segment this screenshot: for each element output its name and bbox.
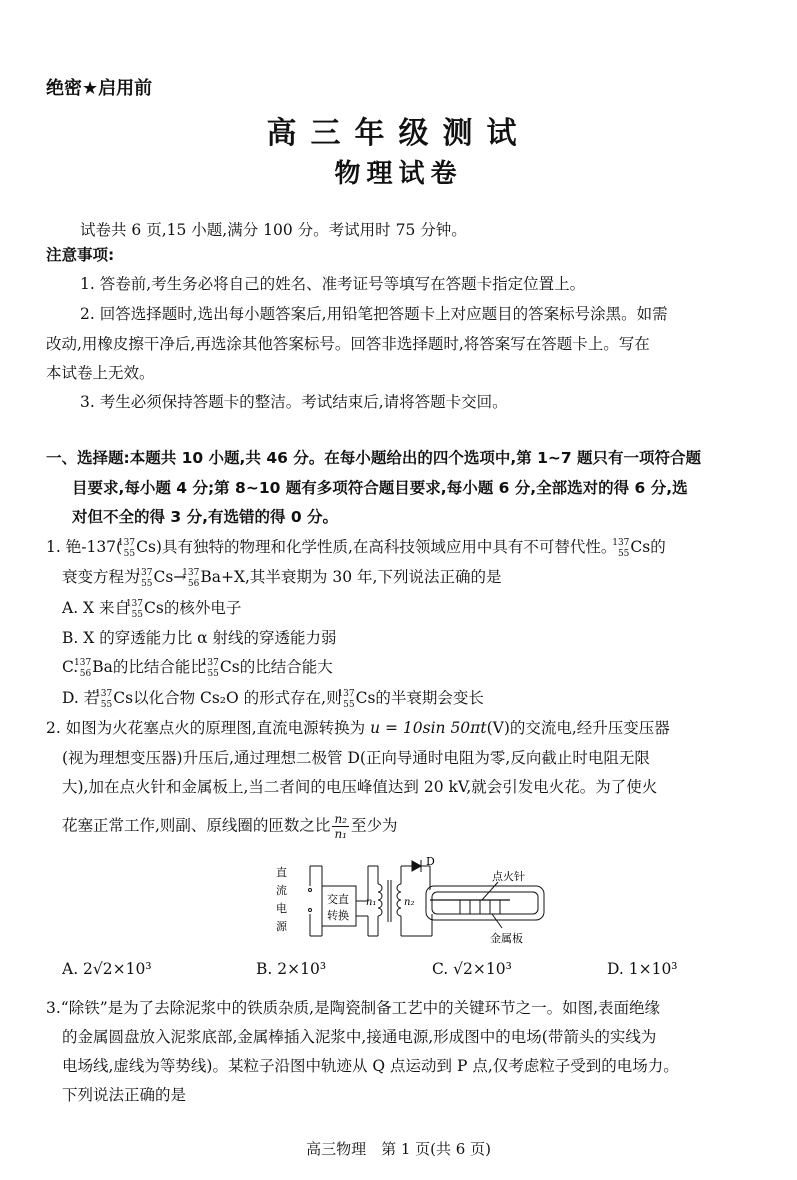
section1-line3: 对但不全的得 3 分,有选错的得 0 分。: [72, 508, 339, 526]
label-n2: n₂: [404, 897, 415, 908]
notice-3: 3. 考生必须保持答题卡的整洁。考试结束后,请将答题卡交回。: [80, 393, 508, 411]
q1-line2: 衰变方程为 137 55 Cs→ 137 56 Ba+X,其半衰期为 30 年,下列说法正确的是: [62, 568, 502, 589]
isotope-cs137: 137 55: [95, 689, 113, 710]
confidential-mark: 绝密★启用前: [46, 78, 153, 99]
svg-text:源: 源: [276, 920, 287, 933]
spark-plug-circuit-diagram: [270, 856, 550, 948]
notice-1: 1. 答卷前,考生务必将自己的姓名、准考证号等填写在答题卡指定位置上。: [80, 275, 586, 293]
q3-line2: 的金属圆盘放入泥浆底部,金属棒插入泥浆中,接通电源,形成图中的电场(带箭头的实线为: [62, 1028, 657, 1046]
label-converter: 交直: [327, 893, 349, 906]
q2-line4: 花塞正常工作,则副、原线圈的匝数之比 $\frac{\text{n₂}}{\text{n₁}}$ 至少为: [62, 812, 398, 841]
label-metal-plate: 金属板: [490, 932, 523, 945]
q2-line1: 2. 如图为火花塞点火的原理图,直流电源转换为 u = 10sin 50πt(V)的交流电,经升压变压器: [46, 719, 670, 737]
q1-text: 1. 铯-137(: [46, 538, 123, 556]
q2-line3: 大),加在点火针和金属板上,当二者间的电压峰值达到 20 kV,就会引发电火花。为了使火: [62, 778, 658, 796]
isotope-cs137: 137 55: [135, 568, 153, 589]
q1-option-b: B. X 的穿透能力比 α 射线的穿透能力弱: [62, 629, 337, 647]
exam-summary: 试卷共 6 页,15 小题,满分 100 分。考试用时 75 分钟。: [80, 221, 467, 239]
q1-option-a: A. X 来自 137 55 Cs的核外电子: [62, 599, 242, 620]
isotope-cs137: 137 55: [337, 689, 355, 710]
q2-line2: (视为理想变压器)升压后,通过理想二极管 D(正向导通时电阻为零,反向截止时电阻无限: [62, 749, 650, 767]
exam-subtitle: 物理试卷: [334, 159, 463, 189]
q2-option-c: C. √2×10³: [432, 960, 512, 978]
notice-title: 注意事项:: [46, 246, 115, 264]
label-needle: 点火针: [492, 870, 525, 883]
isotope-ba137: 137 56: [74, 658, 92, 679]
page-footer: 高三物理 第 1 页(共 6 页): [306, 1140, 491, 1158]
isotope-cs137: 137 55: [125, 599, 144, 620]
notice-2-line1: 2. 回答选择题时,选出每小题答案后,用铅笔把答题卡上对应题目的答案标号涂黑。如需: [80, 305, 668, 323]
q3-line3: 电场线,虚线为等势线)。某粒子沿图中轨迹从 Q 点运动到 P 点,仅考虑粒子受到的电场力。: [62, 1057, 679, 1075]
q2-option-a: A. 2√2×10³: [62, 960, 152, 978]
label-dc-source: 直: [276, 866, 287, 879]
svg-text:流: 流: [276, 884, 287, 897]
q3-line4: 下列说法正确的是: [62, 1086, 187, 1104]
q2-option-d: D. 1×10³: [607, 960, 678, 978]
voltage-formula: u = 10sin 50πt: [370, 719, 487, 737]
isotope-cs137: 137 55: [612, 538, 630, 559]
q1-option-c: C. 137 56 Ba的比结合能比 137 55 Cs的比结合能大: [62, 658, 333, 679]
svg-text:电: 电: [276, 902, 287, 915]
isotope-ba137: 137 56: [182, 568, 200, 589]
exam-title: 高三年级测试: [266, 116, 531, 151]
q1-option-d: D. 若 137 55 Cs以化合物 Cs₂O 的形式存在,则 137 55 Cs的半衰期会变长: [62, 689, 484, 710]
notice-2-line2: 改动,用橡皮擦干净后,再选涂其他答案标号。回答非选择题时,将答案写在答题卡上。写在: [46, 335, 650, 353]
section1-line2: 目要求,每小题 4 分;第 8~10 题有多项符合题目要求,每小题 6 分,全部选对的得 6 分,选: [72, 479, 688, 497]
section1-line1: 一、选择题:本题共 10 小题,共 46 分。在每小题给出的四个选项中,第 1~7 题只有一项符合题: [46, 449, 702, 467]
q2-option-b: B. 2×10³: [256, 960, 327, 978]
label-diode: D: [426, 856, 435, 868]
q3-line1: 3.“除铁”是为了去除泥浆中的铁质杂质,是陶瓷制备工艺中的关键环节之一。如图,表面绝缘: [46, 999, 660, 1017]
turns-ratio: $\frac{\text{n₂}}{\text{n₁}}$: [334, 812, 347, 841]
label-n1: n₁: [366, 897, 377, 908]
isotope-cs137: 137 55: [117, 538, 136, 559]
svg-text:转换: 转换: [327, 909, 349, 922]
notice-2-line3: 本试卷上无效。: [46, 364, 155, 382]
isotope-cs137: 137 55: [201, 658, 219, 679]
q1-line1: 1. 铯-137( 137 55 Cs)具有独特的物理和化学性质,在高科技领域应用中具有不可替代性。 137 55 Cs的: [46, 538, 666, 559]
